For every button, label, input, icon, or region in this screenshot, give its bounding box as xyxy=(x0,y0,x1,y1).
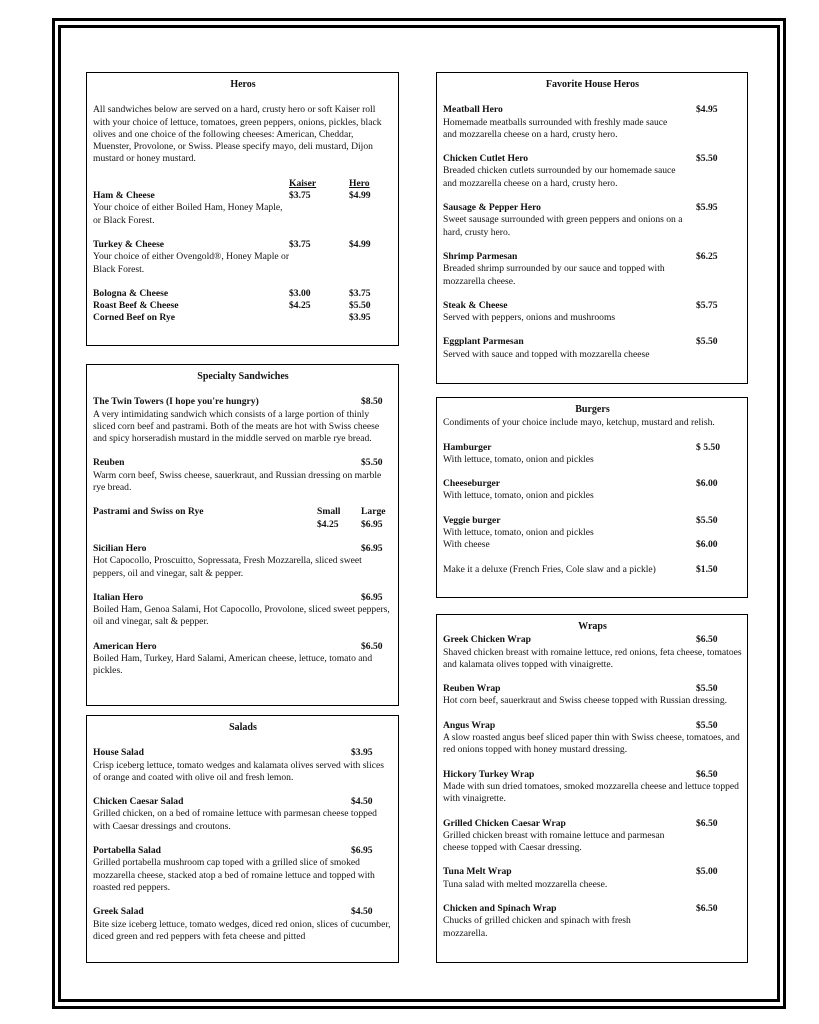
menu-item-price: $4.95 xyxy=(696,104,718,116)
menu-item-description: With lettuce, tomato, onion and pickles xyxy=(443,453,594,465)
menu-item-description: Chucks of grilled chicken and spinach with fresh mozzarella. xyxy=(443,915,631,939)
menu-item-price: $ 5.50 xyxy=(696,441,720,453)
section-title: Heros xyxy=(230,79,256,90)
option-price: $6.00 xyxy=(696,539,718,551)
menu-item-price: $3.95 xyxy=(351,747,373,759)
menu-item-description: Warm corn beef, Swiss cheese, sauerkraut, and Russian dressing on marble rye bread. xyxy=(93,469,382,494)
menu-item-price: $6.25 xyxy=(696,250,718,262)
menu-item-description: Breaded chicken cutlets surrounded by our homemade sauce and mozzarella cheese on a hard, crusty hero. xyxy=(443,165,676,189)
menu-item-name: Turkey & Cheese xyxy=(93,238,165,250)
menu-item-description: Boiled Ham, Turkey, Hard Salami, American cheese, lettuce, tomato and pickles. xyxy=(93,653,373,677)
price-hero: $4.99 xyxy=(349,190,371,202)
menu-item xyxy=(93,747,393,784)
menu-item xyxy=(443,720,742,757)
favorite-house-heros-section xyxy=(436,72,748,384)
menu-item xyxy=(443,336,742,361)
price-kaiser: $3.75 xyxy=(289,238,311,250)
menu-item-name: House Salad xyxy=(93,747,144,759)
price-kaiser: $4.25 xyxy=(289,300,311,312)
menu-item-price: $4.50 xyxy=(351,796,373,808)
salads-section xyxy=(86,715,399,963)
price-hero: $3.95 xyxy=(349,312,371,324)
menu-item-description: Hot corn beef, sauerkraut and Swiss cheese topped with Russian dressing. xyxy=(443,695,728,707)
menu-item-description: Sweet sausage surrounded with green peppers and onions on a hard, crusty hero. xyxy=(443,214,683,238)
menu-item xyxy=(93,457,393,494)
menu-item-price: $5.95 xyxy=(696,202,718,214)
menu-item xyxy=(93,592,393,629)
menu-item-description: Your choice of either Ovengold®, Honey Maple or Black Forest. xyxy=(93,251,290,275)
menu-item xyxy=(93,396,393,445)
menu-item-description: Breaded shrimp surrounded by our sauce and topped with mozzarella cheese. xyxy=(443,263,665,287)
menu-item-description: Served with peppers, onions and mushrooms xyxy=(443,312,616,324)
menu-item-name: Corned Beef on Rye xyxy=(93,312,175,324)
price-hero: $4.99 xyxy=(349,238,371,250)
menu-item-description: Made with sun dried tomatoes, smoked mozzarella cheese and lettuce topped with vinaigrette. xyxy=(443,780,739,805)
wraps-section xyxy=(436,614,748,963)
menu-item-price: $6.00 xyxy=(696,478,718,490)
menu-item-price: $4.50 xyxy=(351,906,373,918)
menu-item-description: Grilled chicken breast with romaine lettuce and parmesan cheese topped with Caesar dressing. xyxy=(443,829,665,854)
menu-item-name: Hamburger xyxy=(443,441,492,453)
menu-item-price: $6.50 xyxy=(696,634,718,646)
size-label-small: Small xyxy=(317,506,341,518)
menu-item-price: $5.50 xyxy=(361,457,383,469)
price-small: $4.25 xyxy=(317,518,339,530)
menu-item xyxy=(443,300,742,325)
section-intro: All sandwiches below are served on a hard, crusty hero or soft Kaiser roll with your choice of lettuce, tomatoes, green peppers, onions, pickles, black olives and one choice of the following cheeses: American, Cheddar, Muenster, Provolone, or Swiss. Please specify mayo, deli mustard, Dijon mustard or honey mustard. xyxy=(93,104,382,165)
menu-item xyxy=(443,683,742,708)
section-intro: Condiments of your choice include mayo, ketchup, mustard and relish. xyxy=(443,417,715,429)
menu-item-name: Bologna & Cheese xyxy=(93,287,169,299)
menu-item-name: Chicken Caesar Salad xyxy=(93,796,184,808)
section-title: Favorite House Heros xyxy=(545,79,640,90)
heros-section xyxy=(86,72,399,346)
menu-item xyxy=(443,478,742,503)
menu-item-price: $8.50 xyxy=(361,396,383,408)
menu-item xyxy=(93,641,393,678)
menu-item-name: Sausage & Pepper Hero xyxy=(443,202,541,214)
menu-item xyxy=(443,104,742,141)
menu-item-price: $5.00 xyxy=(696,866,718,878)
menu-item xyxy=(443,769,742,806)
section-title: Burgers xyxy=(575,404,610,415)
menu-item-price: $6.50 xyxy=(361,640,383,652)
menu-item-name: Roast Beef & Cheese xyxy=(93,300,179,312)
menu-item-price: $5.50 xyxy=(696,336,718,348)
menu-item-price: $5.75 xyxy=(696,299,718,311)
menu-item-description: Boiled Ham, Genoa Salami, Hot Capocollo, Provolone, sliced sweet peppers, oil and vinegar, salt & pepper. xyxy=(93,604,390,628)
price-hero: $3.75 xyxy=(349,287,371,299)
menu-item-name: Greek Chicken Wrap xyxy=(443,634,531,646)
column-header-hero: Hero xyxy=(349,177,370,189)
menu-item-price: $6.95 xyxy=(361,542,383,554)
menu-item-name: Tuna Melt Wrap xyxy=(443,866,512,878)
menu-item-name: Grilled Chicken Caesar Wrap xyxy=(443,817,566,829)
menu-item-name: Veggie burger xyxy=(443,514,501,526)
deluxe-option: Make it a deluxe (French Fries, Cole slaw and a pickle) xyxy=(443,563,656,575)
menu-item-description: With lettuce, tomato, onion and pickles xyxy=(443,490,594,502)
price-kaiser xyxy=(289,312,349,324)
menu-item xyxy=(443,564,742,576)
menu-item-description: Served with sauce and topped with mozzarella cheese xyxy=(443,348,650,360)
menu-item-name: Reuben Wrap xyxy=(443,683,501,695)
price-hero: $5.50 xyxy=(349,300,371,312)
menu-item-price: $5.50 xyxy=(696,514,718,526)
menu-item xyxy=(443,251,742,288)
menu-item-name: Meatball Hero xyxy=(443,104,503,116)
menu-item-name: Shrimp Parmesan xyxy=(443,250,518,262)
menu-item xyxy=(443,866,742,891)
menu-item-price: $6.50 xyxy=(696,817,718,829)
menu-item-description: A very intimidating sandwich which consists of a large portion of thinly sliced corn beef and pastrami. Both of the meats are hot with Swiss cheese and spicy horseradish mustard in the middle served on marble rye bread. xyxy=(93,408,380,445)
menu-item-name: Greek Salad xyxy=(93,906,144,918)
menu-item-price: $6.95 xyxy=(351,845,373,857)
menu-item-name: The Twin Towers (I hope you're hungry) xyxy=(93,396,259,408)
menu-item-name: Pastrami and Swiss on Rye xyxy=(93,506,204,518)
menu-item-description: Crisp iceberg lettuce, tomato wedges and kalamata olives served with slices of orange and coated with olive oil and fresh lemon. xyxy=(93,759,385,783)
specialty-sandwiches-section xyxy=(86,364,399,706)
menu-item xyxy=(443,818,742,855)
menu-item-name: Eggplant Parmesan xyxy=(443,336,524,348)
menu-item-price: $5.50 xyxy=(696,153,718,165)
menu-item-name: Cheeseburger xyxy=(443,478,501,490)
burgers-section xyxy=(436,397,748,598)
menu-item-name: Angus Wrap xyxy=(443,719,496,731)
section-title: Wraps xyxy=(578,621,607,632)
menu-item xyxy=(93,845,393,894)
option-label: With cheese xyxy=(443,539,490,551)
menu-item xyxy=(443,515,742,552)
heros-price-table xyxy=(93,178,393,325)
menu-item xyxy=(93,506,393,531)
column-header-kaiser: Kaiser xyxy=(289,177,317,189)
menu-item-name: Portabella Salad xyxy=(93,845,161,857)
menu-item-description: Grilled chicken, on a bed of romaine lettuce with parmesan cheese topped with Caesar dressings and croutons. xyxy=(93,808,377,832)
menu-item-description: Your choice of either Boiled Ham, Honey Maple, or Black Forest. xyxy=(93,202,283,226)
deluxe-price: $1.50 xyxy=(696,563,718,575)
menu-item-name: Reuben xyxy=(93,457,125,469)
menu-item-name: American Hero xyxy=(93,640,157,652)
menu-item-price: $6.50 xyxy=(696,768,718,780)
section-title: Salads xyxy=(229,722,257,733)
price-kaiser: $3.75 xyxy=(289,190,311,202)
menu-item xyxy=(443,903,742,940)
menu-item-name: Steak & Cheese xyxy=(443,299,508,311)
price-kaiser: $3.00 xyxy=(289,287,311,299)
menu-item-price: $5.50 xyxy=(696,719,718,731)
menu-item xyxy=(93,906,393,943)
menu-item xyxy=(443,634,742,671)
menu-item xyxy=(443,153,742,190)
size-label-large: Large xyxy=(361,506,386,518)
menu-item-name: Ham & Cheese xyxy=(93,190,155,202)
menu-item xyxy=(93,796,393,833)
menu-item-name: Chicken Cutlet Hero xyxy=(443,153,529,165)
section-title: Specialty Sandwiches xyxy=(197,371,289,382)
menu-item-description: Bite size iceberg lettuce, tomato wedges, diced red onion, slices of cucumber, diced green and red peppers with feta cheese and pitted xyxy=(93,918,391,942)
menu-item xyxy=(93,543,393,580)
menu-item-name: Chicken and Spinach Wrap xyxy=(443,903,557,915)
menu-item-description: Grilled portabella mushroom cap toped with a grilled slice of smoked mozzarella cheese, stacked atop a bed of romaine lettuce and topped with roasted red peppers. xyxy=(93,857,375,893)
menu-item xyxy=(443,202,742,239)
menu-item-description: Shaved chicken breast with romaine lettuce, red onions, feta cheese, tomatoes and kalamata olives topped with vinaigrette. xyxy=(443,646,742,670)
menu-item-description: Tuna salad with melted mozzarella cheese. xyxy=(443,878,608,890)
price-large: $6.95 xyxy=(361,518,383,530)
menu-item-description: A slow roasted angus beef sliced paper thin with Swiss cheese, tomatoes, and red onions topped with honey mustard dressing. xyxy=(443,732,740,756)
menu-item-description: With lettuce, tomato, onion and pickles xyxy=(443,527,594,539)
menu-item-price: $5.50 xyxy=(696,683,718,695)
menu-item-description: Homemade meatballs surrounded with freshly made sauce and mozzarella cheese on a hard, crusty hero. xyxy=(443,116,668,140)
menu-item-name: Hickory Turkey Wrap xyxy=(443,768,535,780)
menu-item-description: Hot Capocollo, Proscuitto, Sopressata, Fresh Mozzarella, sliced sweet peppers, oil and vinegar, salt & pepper. xyxy=(93,555,362,579)
menu-item-name: Sicilian Hero xyxy=(93,542,147,554)
menu-item-name: Italian Hero xyxy=(93,591,144,603)
menu-item-price: $6.95 xyxy=(361,591,383,603)
menu-item xyxy=(443,442,742,467)
menu-item-price: $6.50 xyxy=(696,903,718,915)
